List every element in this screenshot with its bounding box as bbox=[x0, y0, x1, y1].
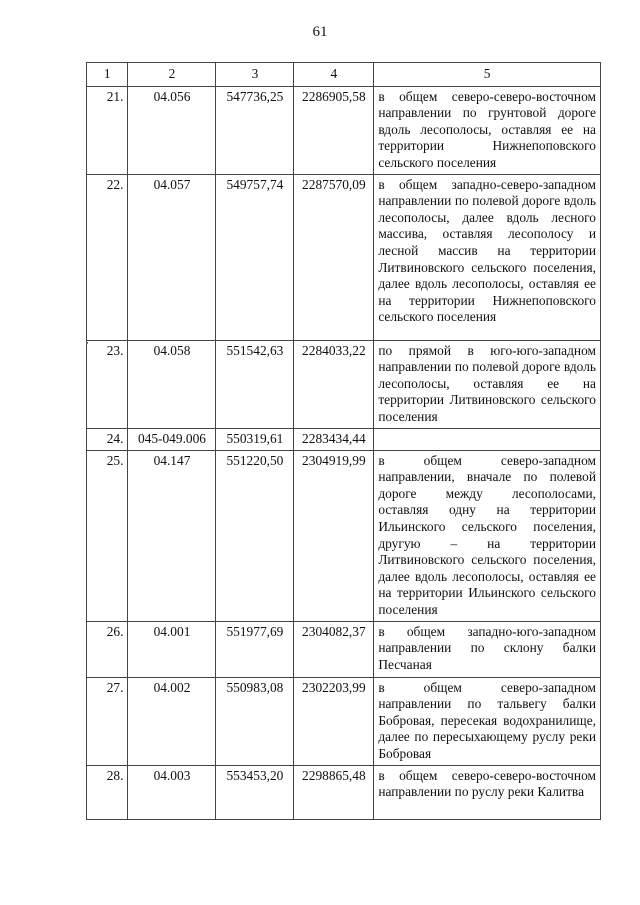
y-coordinate: 2302203,99 bbox=[294, 677, 374, 765]
point-id: 045-049.006 bbox=[128, 428, 216, 450]
route-description: в общем западно-северо-западном направлении по полевой дороге вдоль лесополосы, далее вдоль лесного массива, оставляя лесополосу и лесной массив на территории Литвиновского сельского поселения, далее вдоль лесополосы, оставляя ее на территории Нижнепоповского сельского поселения bbox=[374, 174, 601, 340]
x-coordinate: 551977,69 bbox=[216, 621, 294, 677]
y-coordinate: 2304919,99 bbox=[294, 450, 374, 621]
y-coordinate: 2283434,44 bbox=[294, 428, 374, 450]
row-number: 21. bbox=[87, 86, 128, 174]
x-coordinate: 551542,63 bbox=[216, 340, 294, 428]
y-coordinate: 2284033,22 bbox=[294, 340, 374, 428]
point-id: 04.147 bbox=[128, 450, 216, 621]
route-description: в общем северо-западном направлении по тальвегу балки Бобровая, пересекая водохранилище, далее по пересыхающему руслу реки Бобровая bbox=[374, 677, 601, 765]
x-coordinate: 547736,25 bbox=[216, 86, 294, 174]
header-row bbox=[87, 63, 601, 87]
y-coordinate: 2286905,58 bbox=[294, 86, 374, 174]
table-row bbox=[87, 86, 601, 174]
x-coordinate: 550319,61 bbox=[216, 428, 294, 450]
row-number: 27. bbox=[87, 677, 128, 765]
table-row bbox=[87, 450, 601, 621]
scan-speck bbox=[86, 342, 88, 344]
route-description: по прямой в юго-юго-западном направлении по полевой дороге вдоль лесополосы, оставляя ее на территории Литвиновского сельского поселения bbox=[374, 340, 601, 428]
table-row bbox=[87, 765, 601, 819]
row-number: 22. bbox=[87, 174, 128, 340]
x-coordinate: 553453,20 bbox=[216, 765, 294, 819]
route-description: в общем северо-западном направлении, вначале по полевой дороге между лесополосами, оставляя одну на территории Ильинского сельского поселения, другую – на территории Литвиновского сельского поселения, далее вдоль лесополосы, оставляя ее на территории Ильинского сельского поселения bbox=[374, 450, 601, 621]
y-coordinate: 2304082,37 bbox=[294, 621, 374, 677]
route-description bbox=[374, 428, 601, 450]
header-col-1: 1 bbox=[87, 63, 128, 87]
row-number: 24. bbox=[87, 428, 128, 450]
point-id: 04.001 bbox=[128, 621, 216, 677]
row-number: 23. bbox=[87, 340, 128, 428]
page-number: 61 bbox=[312, 24, 328, 40]
header-col-4: 4 bbox=[294, 63, 374, 87]
route-description: в общем западно-юго-западном направлении по склону балки Песчаная bbox=[374, 621, 601, 677]
y-coordinate: 2287570,09 bbox=[294, 174, 374, 340]
route-description: в общем северо-северо-восточном направлении по руслу реки Калитва bbox=[374, 765, 601, 819]
point-id: 04.058 bbox=[128, 340, 216, 428]
table-row bbox=[87, 174, 601, 340]
table-row bbox=[87, 677, 601, 765]
point-id: 04.057 bbox=[128, 174, 216, 340]
header-col-5: 5 bbox=[374, 63, 601, 87]
row-number: 26. bbox=[87, 621, 128, 677]
x-coordinate: 551220,50 bbox=[216, 450, 294, 621]
row-number: 25. bbox=[87, 450, 128, 621]
x-coordinate: 550983,08 bbox=[216, 677, 294, 765]
route-description: в общем северо-северо-восточном направлении по грунтовой дороге вдоль лесополосы, оставляя ее на территории Нижнепоповского сельского поселения bbox=[374, 86, 601, 174]
table-row bbox=[87, 340, 601, 428]
row-number: 28. bbox=[87, 765, 128, 819]
y-coordinate: 2298865,48 bbox=[294, 765, 374, 819]
header-col-2: 2 bbox=[128, 63, 216, 87]
table-row bbox=[87, 621, 601, 677]
header-col-3: 3 bbox=[216, 63, 294, 87]
point-id: 04.002 bbox=[128, 677, 216, 765]
table-row bbox=[87, 428, 601, 450]
x-coordinate: 549757,74 bbox=[216, 174, 294, 340]
point-id: 04.056 bbox=[128, 86, 216, 174]
table-header bbox=[87, 63, 601, 87]
table-body bbox=[87, 86, 601, 819]
point-id: 04.003 bbox=[128, 765, 216, 819]
boundary-points-table bbox=[86, 62, 601, 820]
